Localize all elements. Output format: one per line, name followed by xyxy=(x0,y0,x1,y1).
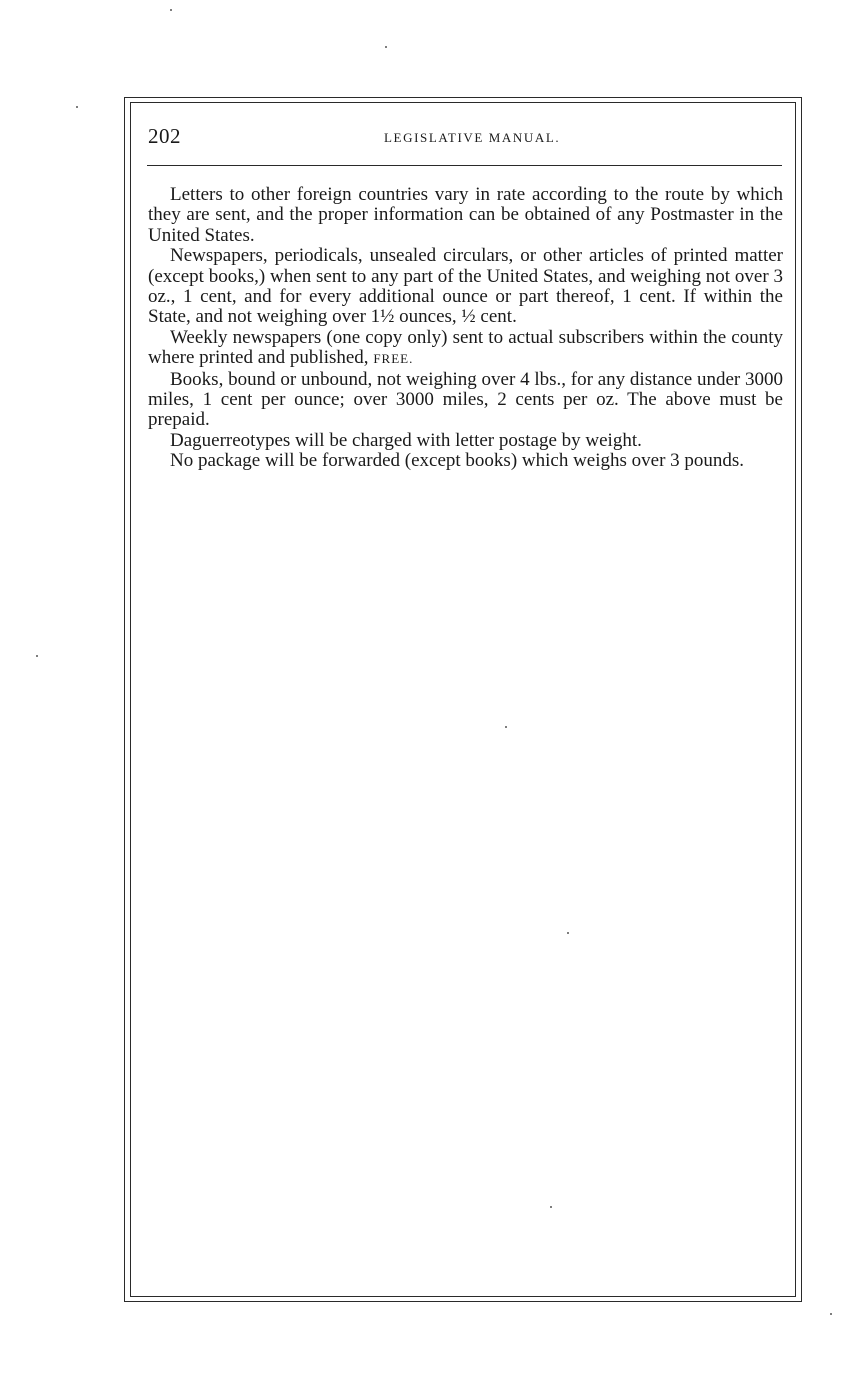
header-rule xyxy=(147,165,782,166)
scan-speck xyxy=(170,9,172,11)
paragraph-packages: No package will be forwarded (except books) which weighs over 3 pounds. xyxy=(170,450,745,472)
weekly-newspapers-text: Weekly newspapers (one copy only) sent to actual subscribers within the county where printed and published, xyxy=(148,326,783,369)
scan-speck xyxy=(385,46,387,48)
paragraph-foreign-letters: Letters to other foreign countries vary in rate according to the route by which they are sent, and the proper information can be obtained of any Postmaster in the United States. xyxy=(148,184,783,246)
body-text xyxy=(148,185,783,472)
scan-speck xyxy=(567,932,569,934)
paragraph-books: Books, bound or unbound, not weighing over 4 lbs., for any distance under 3000 miles, 1 cent per ounce; over 3000 miles, 2 cents per oz. The above must be prepaid. xyxy=(148,368,783,431)
paragraph-daguerreotypes: Daguerreotypes will be charged with letter postage by weight. xyxy=(170,429,642,451)
paragraph-newspapers: Newspapers, periodicals, unsealed circulars, or other articles of printed matter (except books,) when sent to any part of the United States, and weighing not over 3 oz., 1 cent, and for every additional ounce or part thereof, 1 cent. If within the State, and not weighing over 1½ ounces, ½ cent. xyxy=(148,245,783,328)
scan-speck xyxy=(76,106,78,108)
free-label: FREE. xyxy=(373,351,414,367)
scan-speck xyxy=(505,726,507,728)
scan-speck xyxy=(830,1313,832,1315)
running-title: LEGISLATIVE MANUAL. xyxy=(384,130,561,145)
paragraph-weekly-newspapers xyxy=(148,328,783,370)
scan-speck xyxy=(550,1206,552,1208)
page-number: 202 xyxy=(148,124,181,148)
scan-speck xyxy=(36,655,38,657)
